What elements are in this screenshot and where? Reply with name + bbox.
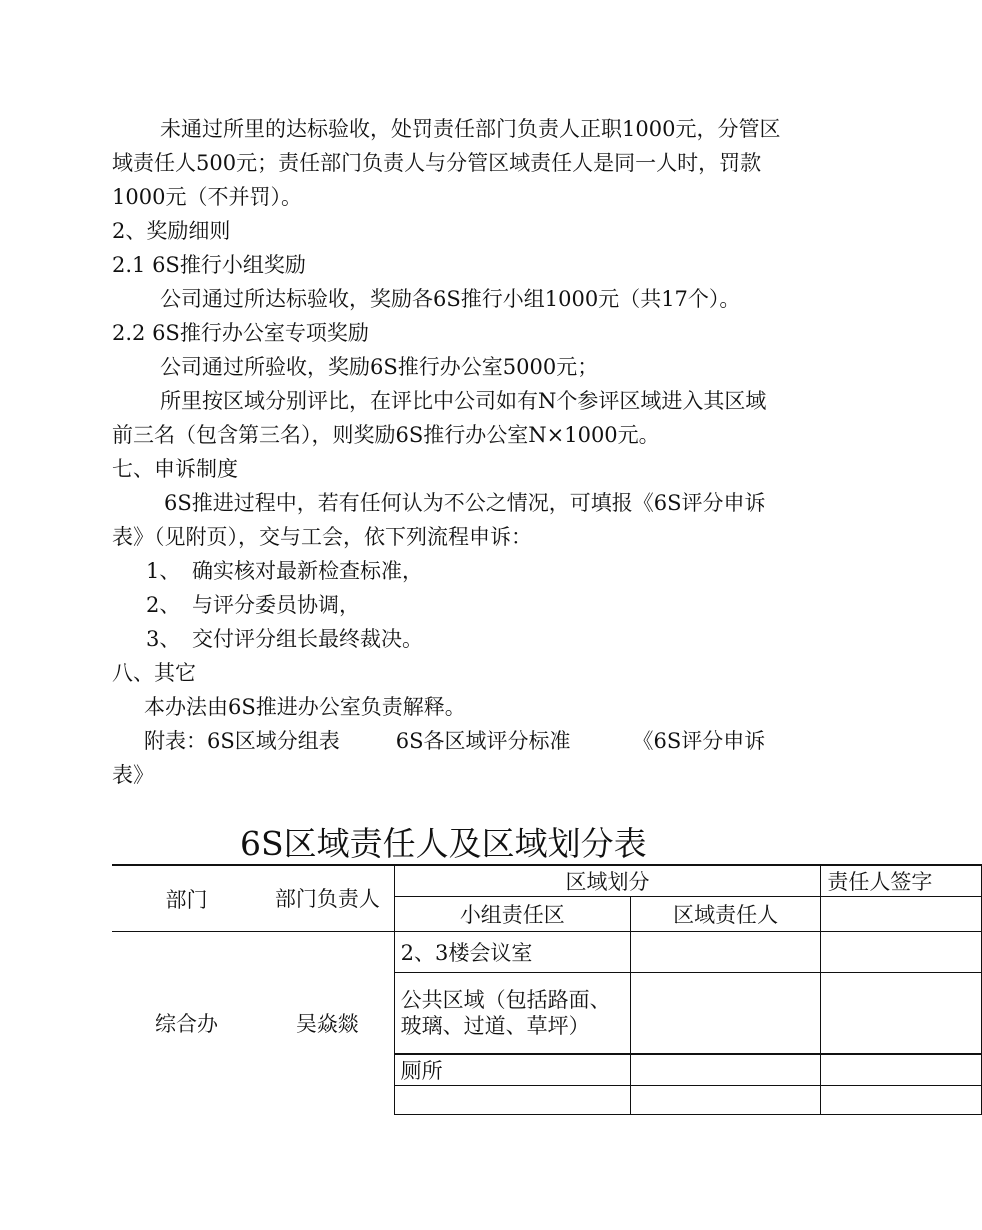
header-group-zone: 小组责任区 [394, 897, 630, 932]
appeal-step-2 [112, 588, 842, 622]
document-body [112, 112, 842, 792]
appeal-step-1 [112, 554, 842, 588]
penalty-paragraph-line-1: 未通过所里的达标验收，处罚责任部门负责人正职1000元，分管区 [160, 117, 781, 141]
cell-zone: 2、3楼会议室 [394, 932, 630, 973]
list-text: 交付评分组长最终裁决。 [192, 627, 423, 651]
heading-group-reward: 2.1 6S推行小组奖励 [112, 253, 306, 277]
attachment-3: 《6S评分申诉 [632, 729, 766, 753]
header-signature: 责任人签字 [821, 865, 982, 897]
list-number: 2、 [146, 593, 181, 617]
area-table-container [112, 864, 933, 1120]
office-reward-paragraph: 公司通过所验收，奖励6S推行办公室5000元； [160, 355, 599, 379]
heading-other: 八、其它 [112, 661, 196, 685]
cell-zone [394, 1086, 630, 1115]
cell-person [630, 973, 820, 1055]
heading-appeal-system: 七、申诉制度 [112, 457, 238, 481]
table-header-row-1 [112, 865, 982, 897]
attachments-line-cont: 表》 [112, 763, 154, 787]
header-signature-blank [821, 897, 982, 932]
attachments-line [112, 724, 842, 758]
cell-sign [821, 973, 982, 1055]
table-row [112, 932, 982, 973]
header-area-person: 区域责任人 [630, 897, 820, 932]
penalty-paragraph-line-3: 1000元（不并罚）。 [112, 185, 302, 209]
list-number: 3、 [146, 627, 181, 651]
list-text: 确实核对最新检查标准， [192, 559, 423, 583]
area-responsibility-table [112, 864, 982, 1115]
heading-office-reward: 2.2 6S推行办公室专项奖励 [112, 321, 369, 345]
penalty-paragraph-line-2: 域责任人500元；责任部门负责人与分管区域责任人是同一人时，罚款 [112, 151, 762, 175]
list-number: 1、 [146, 559, 181, 583]
cell-zone: 厕所 [394, 1054, 630, 1086]
list-text: 与评分委员协调， [192, 593, 360, 617]
cell-sign [821, 932, 982, 973]
ranking-paragraph-line-2: 前三名（包含第三名），则奖励6S推行办公室N×1000元。 [112, 423, 660, 447]
cell-dept: 综合办 [112, 932, 261, 1115]
cell-sign [821, 1054, 982, 1086]
group-reward-paragraph: 公司通过所达标验收，奖励各6S推行小组1000元（共17个）。 [160, 287, 741, 311]
cell-person [630, 1054, 820, 1086]
cell-person [630, 1086, 820, 1115]
header-dept: 部门 [112, 865, 261, 932]
cell-dept-head: 吴焱燚 [261, 932, 394, 1115]
heading-reward-rules: 2、奖励细则 [112, 219, 231, 243]
cell-zone: 公共区域（包括路面、玻璃、过道、草坪） [394, 973, 630, 1055]
attachment-1: 附表：6S区域分组表 [144, 729, 340, 753]
attachment-2: 6S各区域评分标准 [395, 729, 571, 753]
table-title: 6S区域责任人及区域划分表 [240, 824, 647, 863]
ranking-paragraph-line-1: 所里按区域分别评比，在评比中公司如有N个参评区域进入其区域 [160, 389, 767, 413]
header-area-division: 区域划分 [394, 865, 821, 897]
interpretation-paragraph: 本办法由6S推进办公室负责解释。 [144, 695, 466, 719]
header-dept-head: 部门负责人 [261, 865, 394, 932]
appeal-step-3 [112, 622, 842, 656]
appeal-paragraph-line-1: 6S推进过程中，若有任何认为不公之情况，可填报《6S评分申诉 [164, 491, 766, 515]
cell-person [630, 932, 820, 973]
appeal-paragraph-line-2: 表》（见附页），交与工会，依下列流程申诉： [112, 525, 532, 549]
cell-sign [821, 1086, 982, 1115]
